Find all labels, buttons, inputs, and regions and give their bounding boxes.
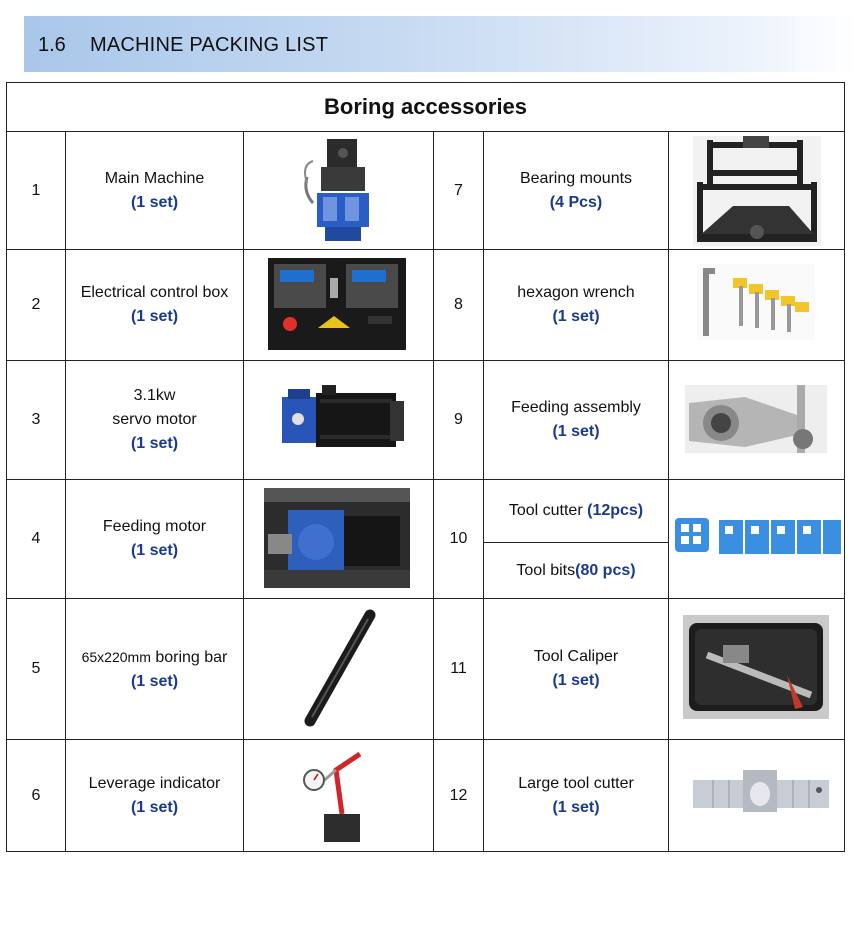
table-row (7, 250, 845, 361)
item-image-cell (244, 132, 434, 250)
table-row (7, 361, 845, 480)
item-name-cell (484, 132, 669, 250)
item-qty: (1 set) (130, 672, 179, 690)
item-name: Bearing mounts (519, 169, 633, 187)
item-name: Tool Caliper (533, 648, 619, 665)
item-name: Feeding motor (102, 518, 207, 535)
item-image-cell (244, 599, 434, 740)
item-number: 3 (7, 361, 66, 480)
table-row (7, 599, 845, 740)
item-name-cell (484, 740, 669, 852)
item-number: 9 (434, 361, 484, 480)
item-name-cell (484, 480, 669, 599)
item-image-cell (669, 132, 845, 250)
item-qty: (1 set) (552, 672, 600, 689)
item-image-cell (244, 250, 434, 361)
section-title: MACHINE PACKING LIST (90, 34, 329, 56)
item-name-line2: servo motor (112, 411, 197, 428)
section-header (24, 16, 856, 72)
item-qty: (1 set) (130, 435, 179, 452)
item-image-cell (669, 599, 845, 740)
item-image-cell (669, 740, 845, 852)
item-name-line (66, 645, 243, 670)
item-qty: (1 set) (552, 308, 600, 325)
item-name: boring bar (150, 648, 228, 666)
servo-motor-photo (278, 385, 408, 457)
item-number: 8 (434, 250, 484, 361)
item-image-cell (244, 740, 434, 852)
item-qty: (12pcs) (587, 502, 644, 519)
dial-indicator-photo (302, 748, 382, 844)
item-name-cell (66, 599, 244, 740)
item-number: 12 (434, 740, 484, 852)
item-image-cell (669, 480, 845, 599)
item-name: Feeding assembly (511, 399, 641, 416)
item-number: 7 (434, 132, 484, 250)
item-number: 4 (7, 480, 66, 599)
tool-bits-line (484, 543, 668, 598)
section-number: 1.6 (38, 34, 66, 56)
item-number: 11 (434, 599, 484, 740)
table-title: Boring accessories (7, 83, 845, 132)
packing-list-table (6, 82, 845, 852)
item-qty: (1 set) (130, 308, 179, 325)
item-qty: (80 pcs) (575, 561, 636, 579)
bearing-mounts-photo (693, 136, 821, 246)
item-name: hexagon wrench (517, 284, 635, 301)
item-name-cell (66, 132, 244, 250)
item-number: 2 (7, 250, 66, 361)
table-row (7, 480, 845, 599)
item-name-cell (66, 740, 244, 852)
item-image-cell (669, 250, 845, 361)
tool-bits-photo (675, 514, 841, 560)
item-number: 6 (7, 740, 66, 852)
item-qty: (1 set) (552, 423, 600, 440)
item-name: Large tool cutter (518, 774, 634, 792)
item-name: Tool bits (516, 561, 576, 579)
item-name-cell (66, 361, 244, 480)
item-name: Tool cutter (508, 502, 583, 519)
feeding-motor-photo (264, 488, 410, 588)
item-name-cell (66, 250, 244, 361)
item-qty: (1 set) (130, 542, 179, 559)
item-qty: (1 set) (552, 798, 600, 816)
item-name-cell (484, 250, 669, 361)
boring-bar-photo (300, 609, 380, 729)
item-name-line1: 3.1kw (133, 387, 176, 404)
item-name: Main Machine (104, 169, 205, 187)
tool-cutter-line (484, 480, 668, 543)
item-image-cell (244, 480, 434, 599)
item-number: 5 (7, 599, 66, 740)
item-name-cell (66, 480, 244, 599)
hex-wrench-photo (697, 264, 815, 340)
item-name: Leverage indicator (88, 774, 221, 792)
item-number: 1 (7, 132, 66, 250)
feeding-assembly-photo (685, 385, 827, 453)
item-size: 65x220mm (81, 648, 151, 665)
item-image-cell (244, 361, 434, 480)
item-number: 10 (434, 480, 484, 599)
table-row (7, 740, 845, 852)
item-name-cell (484, 361, 669, 480)
caliper-photo (683, 615, 829, 719)
item-name: Electrical control box (80, 284, 229, 301)
main-machine-photo (299, 137, 374, 245)
item-image-cell (669, 361, 845, 480)
item-qty: (4 Pcs) (549, 193, 603, 211)
item-qty: (1 set) (130, 798, 179, 816)
item-name-cell (484, 599, 669, 740)
control-box-photo (268, 258, 406, 350)
table-row (7, 132, 845, 250)
large-tool-cutter-photo (693, 770, 829, 812)
item-qty: (1 set) (130, 193, 179, 211)
